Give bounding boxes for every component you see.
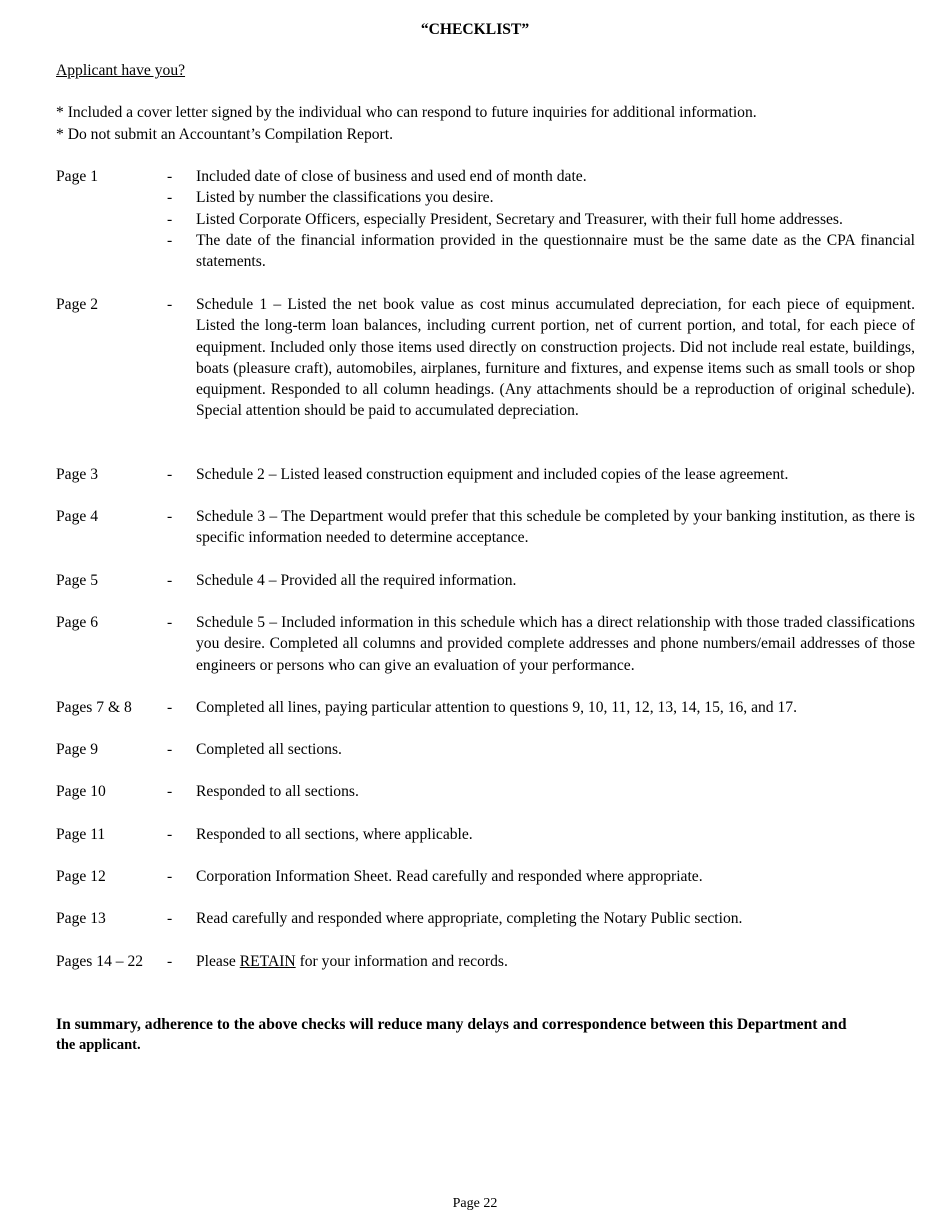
page-title: “CHECKLIST”: [420, 21, 530, 38]
item-text: Responded to all sections.: [196, 783, 359, 800]
dash: -: [167, 699, 173, 716]
item-text: The date of the financial information provided in the questionnaire must be the same date as the CPA financial statements.: [196, 231, 915, 271]
dash: -: [167, 783, 173, 800]
dash: -: [167, 168, 173, 185]
row-label: Page 2: [56, 296, 99, 313]
checklist-item: [167, 781, 915, 802]
checklist-item: [167, 951, 915, 972]
row-label: Page 3: [56, 466, 99, 483]
note-cover-letter: * Included a cover letter signed by the individual who can respond to future inquiries for additional information.: [56, 104, 757, 121]
row-label: Pages 7 & 8: [56, 699, 132, 716]
summary: [56, 1015, 915, 1055]
row-label: Page 9: [56, 741, 99, 758]
item-text: Corporation Information Sheet. Read carefully and responded where appropriate.: [196, 868, 703, 885]
retain-emphasis: RETAIN: [239, 953, 296, 970]
item-text: Schedule 3 – The Department would prefer that this schedule be completed by your banking institution, as there is specific information needed to determine acceptance.: [196, 508, 915, 547]
item-text: Schedule 2 – Listed leased construction equipment and included copies of the lease agreement.: [196, 466, 789, 483]
dash: -: [167, 231, 173, 249]
dash: -: [167, 910, 173, 927]
item-text: Schedule 5 – Included information in this schedule which has a direct relationship with those traded classifications you desire. Completed all columns and provided complete addresses and phone numbers/email addresses of those engineers or persons who can give an evaluation of your performance.: [196, 614, 915, 674]
item-text: for your information and records.: [295, 953, 508, 970]
summary-line-2: the applicant.: [56, 1037, 141, 1053]
row-label: Page 4: [56, 508, 99, 525]
dash: -: [167, 210, 173, 228]
row-label: Page 12: [56, 868, 106, 885]
checklist-item: [167, 866, 915, 887]
dash: -: [167, 826, 173, 843]
dash: -: [167, 572, 173, 589]
checklist-item: [167, 209, 915, 230]
page-number: Page 22: [452, 1196, 498, 1211]
row-label: Page 11: [56, 826, 106, 843]
dash: -: [167, 741, 173, 758]
dash: -: [167, 466, 173, 483]
checklist-item: [167, 187, 915, 208]
checklist-item: [167, 908, 915, 929]
checklist-item: [167, 230, 915, 273]
item-text: Please: [196, 953, 240, 970]
dash: -: [167, 614, 173, 631]
dash: -: [167, 953, 173, 970]
item-text: Read carefully and responded where appropriate, completing the Notary Public section.: [196, 910, 743, 927]
item-text: Listed by number the classifications you desire.: [196, 189, 494, 207]
item-text: Schedule 4 – Provided all the required information.: [196, 572, 517, 589]
row-label: Pages 14 – 22: [56, 953, 144, 970]
dash: -: [167, 189, 173, 207]
note-compilation-report: * Do not submit an Accountant’s Compilation Report.: [56, 126, 393, 143]
checklist-item: [167, 697, 915, 718]
checklist-item: [167, 824, 915, 845]
dash: -: [167, 508, 173, 525]
row-label: Page 6: [56, 614, 99, 631]
item-text: Schedule 1 – Listed the net book value as cost minus accumulated depreciation, for each piece of equipment. Listed the long-term loan balances, including current portion, net of current portion, and total, for each piece of equipment. Included only those items used directly on construction projects. Did not include real estate, buildings, boats (pleasure craft), automobiles, airplanes, furniture and fixtures, and expense items such as small tools or shop equipment. Responded to all column headings. (Any attachments should be a reproduction of original schedule). Special attention should be paid to accumulated depreciation.: [196, 296, 915, 420]
item-text: Responded to all sections, where applicable.: [196, 826, 473, 843]
dash: -: [167, 868, 173, 885]
summary-line-1: In summary, adherence to the above checks will reduce many delays and correspondence between this Department and: [56, 1016, 847, 1033]
row-label: Page 5: [56, 572, 99, 589]
row-label: Page 13: [56, 910, 106, 927]
checklist-item: [167, 166, 915, 187]
subtitle: Applicant have you?: [56, 62, 186, 79]
row-label: Page 10: [56, 783, 106, 800]
item-text: Listed Corporate Officers, especially President, Secretary and Treasurer, with their full home addresses.: [196, 210, 843, 228]
row-label: Page 1: [56, 168, 99, 185]
item-text: Included date of close of business and used end of month date.: [196, 168, 587, 185]
checklist-item: [167, 464, 915, 485]
dash: -: [167, 296, 173, 313]
checklist-item: [167, 739, 915, 760]
checklist-item: [167, 294, 915, 422]
checklist-item: [167, 570, 915, 591]
checklist-item: [167, 612, 915, 676]
item-text: Completed all sections.: [196, 741, 342, 758]
checklist-item: [167, 506, 915, 549]
item-text: Completed all lines, paying particular attention to questions 9, 10, 11, 12, 13, 14, 15, 16, and 17.: [196, 699, 797, 716]
